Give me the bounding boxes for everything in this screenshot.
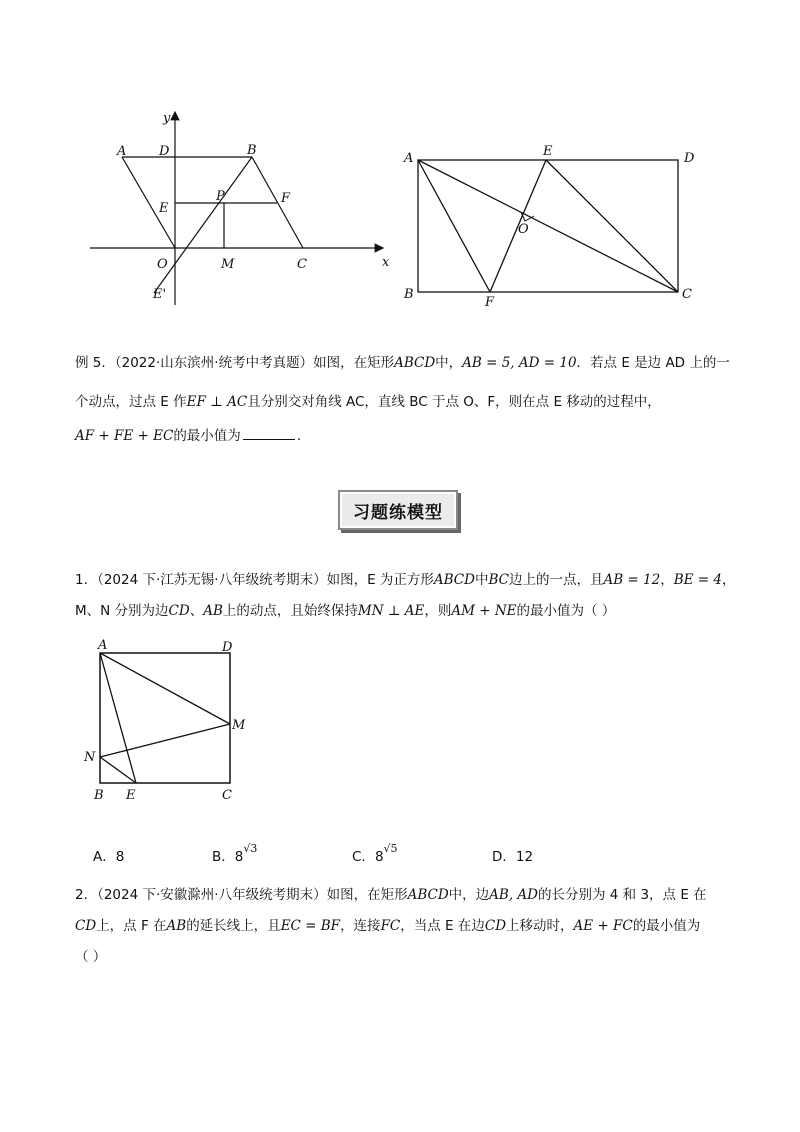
figure-square-abcd: [82, 635, 262, 805]
label-F: F: [281, 191, 291, 206]
label-B: B: [404, 287, 414, 302]
option-a[interactable]: A．8: [93, 849, 125, 865]
label-D: D: [222, 640, 233, 655]
problem2-line2: CD上，点 F 在AB的延长线上，且EC = BF，连接FC，当点 E 在边CD上移动时，AE + FC的最小值为: [75, 918, 701, 934]
example5-line1: 例 5．（2022·山东滨州·统考中考真题）如图，在矩形ABCD中，AB = 5, AD = 10．若点 E 是边 AD 上的一: [75, 355, 730, 371]
label-A: A: [98, 638, 108, 653]
label-x: x: [382, 255, 390, 270]
example5-line3: AF + FE + EC的最小值为 .: [75, 425, 301, 446]
label-O: O: [157, 257, 168, 272]
example5-line2: 个动点，过点 E 作EF ⊥ AC且分别交对角线 AC，直线 BC 于点 O、F，则在点 E 移动的过程中，: [75, 394, 661, 410]
label-O: O: [518, 222, 529, 237]
label-A: A: [117, 144, 127, 159]
label-E: E: [126, 788, 136, 803]
option-b[interactable]: B．$8^{√3}$: [212, 842, 258, 865]
answer-blank[interactable]: [243, 425, 295, 440]
label-M: M: [232, 718, 246, 733]
label-C: C: [682, 287, 692, 302]
problem2-line3: （ ）: [75, 949, 107, 965]
option-c[interactable]: C．$8^{√5}$: [352, 842, 398, 865]
section-banner: 习题练模型: [338, 490, 458, 530]
label-M: M: [221, 257, 235, 272]
label-D: D: [684, 151, 695, 166]
label-C: C: [222, 788, 232, 803]
label-E: E: [543, 144, 553, 159]
label-y: y: [163, 111, 171, 126]
label-B: B: [94, 788, 104, 803]
label-E-prime: E': [153, 287, 167, 302]
label-A: A: [404, 151, 414, 166]
label-N: N: [84, 750, 96, 765]
figure-coordinate-parallelogram: [85, 100, 405, 310]
option-d[interactable]: D．12: [492, 849, 534, 865]
problem1-line1: 1．（2024 下·江苏无锡·八年级统考期末）如图，E 为正方形ABCD中BC边上的一点，且AB = 12，BE = 4，: [75, 572, 736, 588]
label-B: B: [247, 143, 257, 158]
label-F: F: [485, 295, 495, 310]
label-C: C: [297, 257, 307, 272]
figure-rectangle-diagonal: [398, 140, 708, 310]
label-E: E: [159, 201, 169, 216]
label-D: D: [159, 144, 170, 159]
label-P: P: [216, 189, 225, 204]
problem1-line2: M、N 分别为边CD、AB上的动点，且始终保持MN ⊥ AE，则AM + NE的最小值为（ ）: [75, 603, 616, 619]
problem2-line1: 2．（2024 下·安徽滁州·八年级统考期末）如图，在矩形ABCD中，边AB, AD的长分别为 4 和 3，点 E 在: [75, 887, 707, 903]
